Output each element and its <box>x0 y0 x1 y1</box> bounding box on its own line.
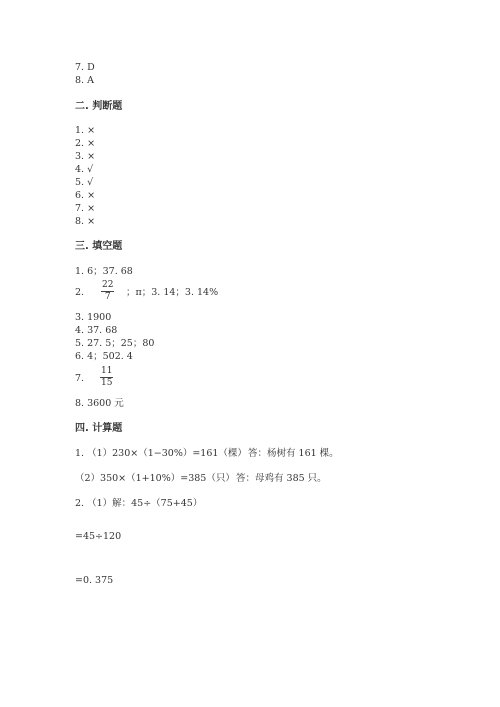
fill-item-2-number: 2. <box>75 287 85 298</box>
calc-answer-2: 答：母鸡有 385 只。 <box>236 473 327 484</box>
fill-item-6: 6. 4；502. 4 <box>75 351 133 362</box>
calc-line-3: 2. （1）解：45÷（75+45） <box>75 498 203 509</box>
fraction-numerator: 11 <box>101 366 113 376</box>
fraction-denominator: 7 <box>104 292 111 302</box>
section-heading-calculation: 四. 计算题 <box>75 423 123 434</box>
judgment-item: 1. × <box>75 125 96 136</box>
fill-item-1: 1. 6；37. 68 <box>75 266 133 277</box>
judgment-item: 4. √ <box>75 164 94 175</box>
calc-answer-1: 答：杨树有 161 棵。 <box>248 448 339 459</box>
judgment-item: 7. × <box>75 203 96 214</box>
calc-line-1: 1. （1）230×（1−30%）=161（棵） <box>75 448 247 459</box>
fraction-numerator: 22 <box>102 280 114 290</box>
judgment-item: 5. √ <box>75 177 94 188</box>
fill-item-5: 5. 27. 5；25；80 <box>75 338 155 349</box>
fill-item-7-number: 7. <box>75 373 85 384</box>
answer-line-7: 7. D <box>75 62 95 73</box>
calc-line-2: （2）350×（1+10%）=385（只） <box>75 473 235 484</box>
judgment-item: 3. × <box>75 151 96 162</box>
fill-item-2-rest: ；π；3. 14；3. 14% <box>126 287 219 298</box>
fill-item-3: 3. 1900 <box>75 312 112 323</box>
judgment-item: 6. × <box>75 190 96 201</box>
fraction-22-7 <box>101 280 114 303</box>
fraction-11-15 <box>100 366 113 389</box>
judgment-item: 8. × <box>75 216 96 227</box>
fill-item-4: 4. 37. 68 <box>75 325 118 336</box>
fraction-denominator: 15 <box>101 378 113 388</box>
calc-line-5: =0. 375 <box>75 575 114 586</box>
judgment-item: 2. × <box>75 138 96 149</box>
fill-item-8: 8. 3600 元 <box>75 398 124 409</box>
answer-line-8: 8. A <box>75 75 94 86</box>
section-heading-judgment: 二. 判断题 <box>75 101 123 112</box>
calc-line-4: =45÷120 <box>75 531 122 542</box>
section-heading-fill-blank: 三. 填空题 <box>75 241 123 252</box>
